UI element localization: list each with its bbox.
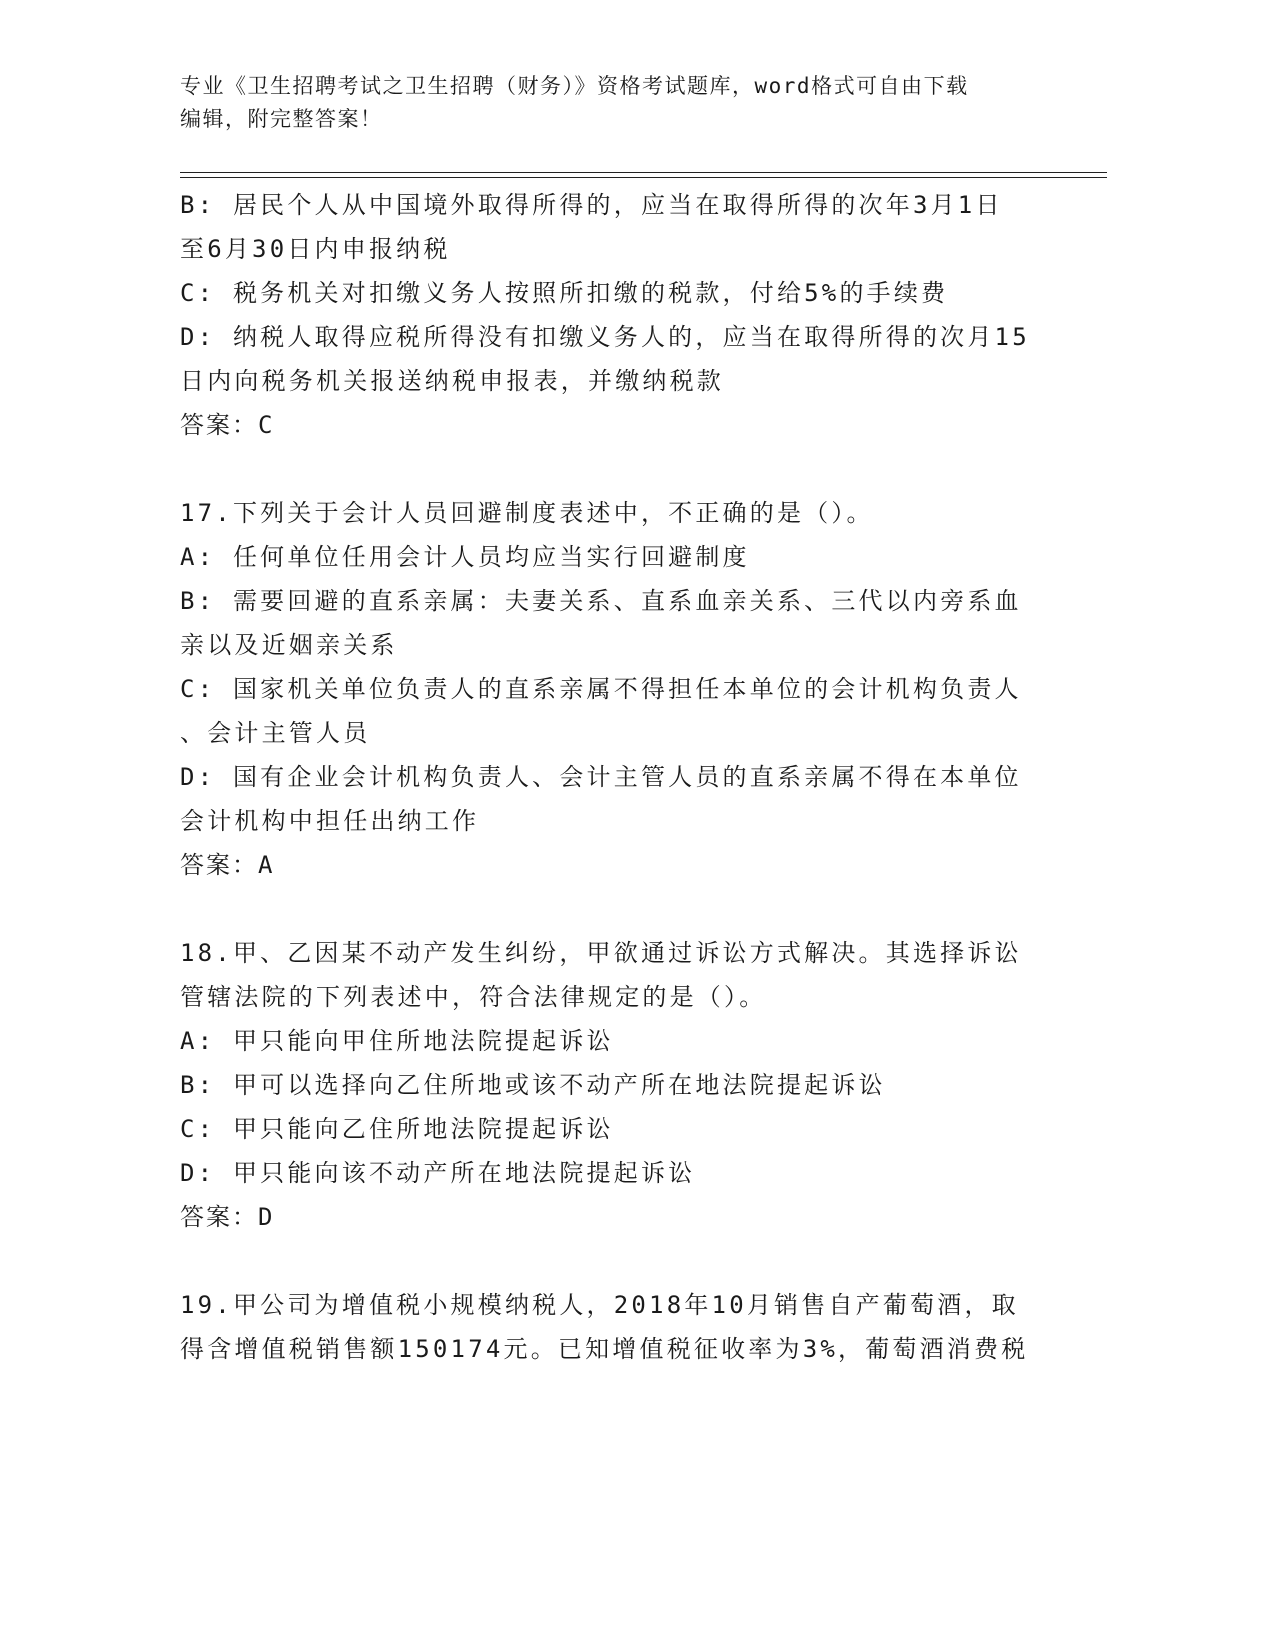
option-a-line-1: A: 甲只能向甲住所地法院提起诉讼 — [180, 1027, 614, 1055]
option-c-line-1: C: 甲只能向乙住所地法院提起诉讼 — [180, 1115, 614, 1143]
question-stem: 17.下列关于会计人员回避制度表述中，不正确的是（）。 — [180, 499, 874, 527]
document-header — [180, 70, 1060, 136]
prev-question-block — [180, 183, 1050, 447]
question-stem-line-1: 18.甲、乙因某不动产发生纠纷，甲欲通过诉讼方式解决。其选择诉讼 — [180, 939, 1022, 967]
answer-label: 答案：A — [180, 851, 275, 879]
header-divider — [180, 172, 1107, 178]
option-d-line-1: D: 甲只能向该不动产所在地法院提起诉讼 — [180, 1159, 696, 1187]
header-line-2: 编辑，附完整答案！ — [180, 107, 383, 131]
spacer — [180, 887, 1050, 931]
option-d-line-1: D: 纳税人取得应税所得没有扣缴义务人的，应当在取得所得的次月15 — [180, 323, 1030, 351]
option-d-line-2: 会计机构中担任出纳工作 — [180, 807, 480, 835]
option-c-line-1: C: 税务机关对扣缴义务人按照所扣缴的税款，付给5%的手续费 — [180, 279, 949, 307]
question-19-block — [180, 1283, 1050, 1371]
spacer — [180, 447, 1050, 491]
question-stem-line-2: 得含增值税销售额150174元。已知增值税征收率为3%，葡萄酒消费税 — [180, 1335, 1029, 1363]
option-b-line-1: B: 需要回避的直系亲属：夫妻关系、直系血亲关系、三代以内旁系血 — [180, 587, 1022, 615]
option-c-line-2: 、会计主管人员 — [180, 719, 371, 747]
option-a-line-1: A: 任何单位任用会计人员均应当实行回避制度 — [180, 543, 750, 571]
option-b-line-1: B: 甲可以选择向乙住所地或该不动产所在地法院提起诉讼 — [180, 1071, 886, 1099]
question-stem-line-1: 19.甲公司为增值税小规模纳税人，2018年10月销售自产葡萄酒，取 — [180, 1291, 1019, 1319]
question-content — [180, 183, 1050, 1371]
question-17-block — [180, 491, 1050, 887]
answer-label: 答案：D — [180, 1203, 275, 1231]
option-d-line-1: D: 国有企业会计机构负责人、会计主管人员的直系亲属不得在本单位 — [180, 763, 1022, 791]
spacer — [180, 1239, 1050, 1283]
answer-label: 答案：C — [180, 411, 275, 439]
option-b-line-1: B: 居民个人从中国境外取得所得的，应当在取得所得的次年3月1日 — [180, 191, 1003, 219]
option-d-line-2: 日内向税务机关报送纳税申报表，并缴纳税款 — [180, 367, 724, 395]
header-line-1: 专业《卫生招聘考试之卫生招聘（财务）》资格考试题库，word格式可自由下载 — [180, 74, 969, 98]
option-c-line-1: C: 国家机关单位负责人的直系亲属不得担任本单位的会计机构负责人 — [180, 675, 1022, 703]
option-b-line-2: 至6月30日内申报纳税 — [180, 235, 451, 263]
option-b-line-2: 亲以及近姻亲关系 — [180, 631, 398, 659]
question-stem-line-2: 管辖法院的下列表述中，符合法律规定的是（）。 — [180, 983, 767, 1011]
question-18-block — [180, 931, 1050, 1239]
